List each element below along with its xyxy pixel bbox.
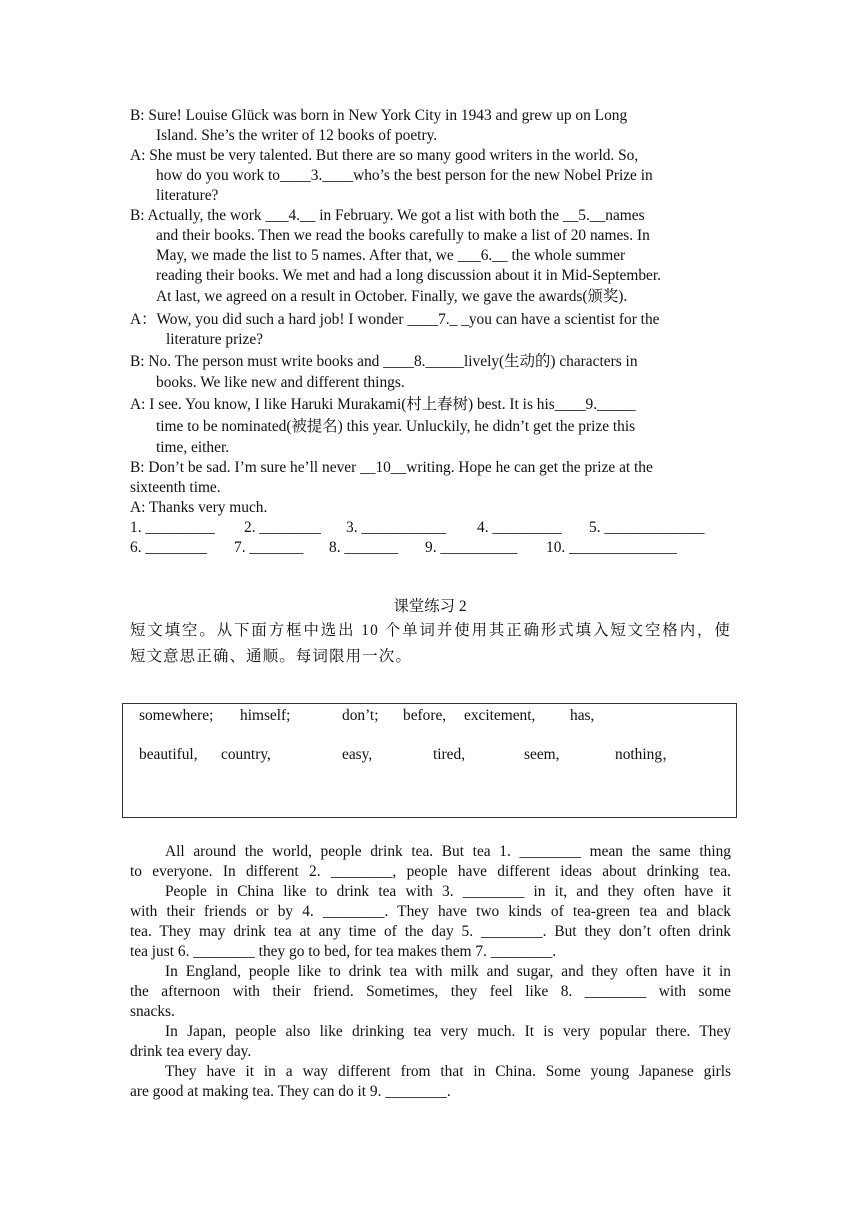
dialogue-line: A: Thanks very much. — [130, 499, 268, 516]
passage-line: People in China like to drink tea with 3. ________ in it, and they often have it — [165, 883, 731, 900]
passage-line: the afternoon with their friend. Sometimes, they feel like 8. ________ with some — [130, 983, 731, 1000]
word-option: easy, — [342, 746, 373, 763]
dialogue-line: Island. She’s the writer of 12 books of poetry. — [156, 127, 438, 144]
instructions-line: 短文填空。从下面方框中选出 10 个单词并使用其正确形式填入短文空格内，使 — [130, 622, 731, 639]
passage-line: In England, people like to drink tea with milk and sugar, and they often have it in — [165, 963, 731, 980]
word-option: don’t; — [342, 707, 379, 724]
word-option: before, — [403, 707, 447, 724]
word-option: nothing， — [615, 746, 678, 763]
dialogue-line: A: She must be very talented. But there are so many good writers in the world. So, — [130, 147, 639, 164]
answer-blank: 1. _________ — [130, 519, 215, 536]
answer-blank: 2. ________ — [244, 519, 321, 536]
passage-line: snacks. — [130, 1003, 175, 1020]
passage-line: to everyone. In different 2. ________, people have different ideas about drinking tea. — [130, 863, 731, 880]
dialogue-line: reading their books. We met and had a long discussion about it in Mid-September. — [156, 267, 661, 284]
dialogue-line: B: Don’t be sad. I’m sure he’ll never __10__writing. Hope he can get the prize at the — [130, 459, 653, 476]
answer-blank: 10. ______________ — [546, 539, 677, 556]
dialogue-line: A: I see. You know, I like Haruki Murakami(村上春树) best. It is his____9._____ — [130, 396, 636, 413]
passage-line: with their friends or by 4. ________. They have two kinds of tea-green tea and black — [130, 903, 731, 920]
answer-blank: 8. _______ — [329, 539, 399, 556]
instructions-line: 短文意思正确、通顺。每词限用一次。 — [130, 648, 413, 665]
section-title: 课堂练习 2 — [393, 598, 467, 615]
passage-line: In Japan, people also like drinking tea very much. It is very popular there. They — [165, 1023, 731, 1040]
passage-line: are good at making tea. They can do it 9. ________. — [130, 1083, 451, 1100]
word-option: excitement, — [464, 707, 536, 724]
answer-blank: 7. _______ — [234, 539, 304, 556]
dialogue-line: sixteenth time. — [130, 479, 221, 496]
answer-blank: 4. _________ — [477, 519, 562, 536]
answer-blank: 5. _____________ — [589, 519, 705, 536]
word-option: country, — [221, 746, 271, 763]
dialogue-line: May, we made the list to 5 names. After that, we ___6.__ the whole summer — [156, 247, 626, 264]
passage-line: They have it in a way different from that in China. Some young Japanese girls — [165, 1063, 731, 1080]
dialogue-line: B: No. The person must write books and ____8._____lively(生动的) characters in — [130, 353, 638, 370]
answer-blank: 6. ________ — [130, 539, 207, 556]
dialogue-line: B: Actually, the work ___4.__ in February. We got a list with both the __5.__names — [130, 207, 645, 224]
dialogue-line: time to be nominated(被提名) this year. Unluckily, he didn’t get the prize this — [156, 418, 636, 435]
dialogue-line: A：Wow, you did such a hard job! I wonder ____7._ _you can have a scientist for the — [130, 311, 660, 328]
passage-line: drink tea every day. — [130, 1043, 252, 1060]
dialogue-line: literature prize? — [166, 331, 263, 348]
word-option: somewhere; — [139, 707, 214, 724]
passage-line: tea just 6. ________ they go to bed, for tea makes them 7. ________. — [130, 943, 557, 960]
word-option: seem, — [524, 746, 560, 763]
answer-blank: 9. __________ — [425, 539, 518, 556]
word-option: himself; — [240, 707, 291, 724]
dialogue-line: At last, we agreed on a result in October. Finally, we gave the awards(颁奖). — [156, 288, 628, 305]
dialogue-line: how do you work to____3.____who’s the best person for the new Nobel Prize in — [156, 167, 653, 184]
dialogue-line: and their books. Then we read the books carefully to make a list of 20 names. In — [156, 227, 650, 244]
dialogue-line: time, either. — [156, 439, 230, 456]
passage-line: tea. They may drink tea at any time of the day 5. ________. But they don’t often drink — [130, 923, 731, 940]
word-option: beautiful, — [139, 746, 198, 763]
dialogue-line: books. We like new and different things. — [156, 374, 405, 391]
dialogue-line: B: Sure! Louise Glück was born in New York City in 1943 and grew up on Long — [130, 107, 628, 124]
answer-blank: 3. ___________ — [346, 519, 447, 536]
word-option: has, — [570, 707, 595, 724]
dialogue-line: literature? — [156, 187, 219, 204]
word-option: tired, — [433, 746, 466, 763]
passage-line: All around the world, people drink tea. But tea 1. ________ mean the same thing — [165, 843, 731, 860]
